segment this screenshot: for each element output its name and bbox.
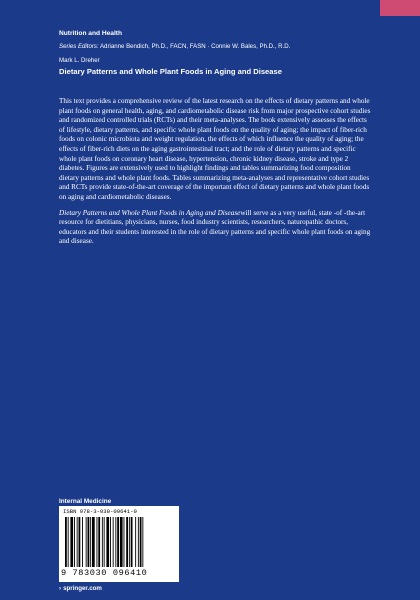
description-title-italic: Dietary Patterns and Whole Plant Foods in Aging and Disease [59,208,241,217]
barcode-icon [63,517,175,567]
isbn-number: ISBN 978-3-030-09641-0 [63,508,137,515]
book-title: Dietary Patterns and Whole Plant Foods in Aging and Disease [59,67,282,76]
series-editors-label: Series Editors: [59,43,99,50]
series-editors-names: Adrianne Bendich, Ph.D., FACN, FASN · Connie W. Bales, Ph.D., R.D. [99,43,291,50]
chevron-right-icon: › [59,585,62,592]
subject-category: Internal Medicine [59,498,112,505]
author-name: Mark L. Dreher [59,57,100,64]
barcode-panel [59,506,179,582]
description-paragraph-1: This text provides a comprehensive review of the latest research on the effects of dietary patterns and whole plant foods on general health, aging, and cardiometabolic disease risk from major prospective cohort studies and randomized controlled trials (RCTs) and their meta-analyses. The book extensively assesses the effects of lifestyle, dietary patterns, and specific whole plant foods on the quality of aging; the impact of fiber-rich foods on colonic microbiota and weight regulation, the effects of which influence the quality of aging; the effects of fiber-rich diets on the aging gastrointestinal tract; and the role of dietary patterns and specific whole plant foods on coronary heart disease, hypertension, chronic kidney disease, stroke and type 2 diabetes. Figures are extensively used to highlight findings and tables summarizing food composition dietary patterns and whole plant foods. Tables summarizing meta-analyses and representative cohort studies and RCTs provide state-of-the-art coverage of the important effect of dietary patterns and whole plant foods on aging and cardiometabolic diseases. [59,97,371,201]
color-tab [380,0,420,16]
description-paragraph-2 [59,209,371,247]
description-paragraph-2-text: will serve as a very useful, state -of -the-art resource for dietitians, physicians, nurses, food industry scientists, researchers, naturopathic doctors, educators and their students interested in the role of dietary patterns and specific whole plant foods on aging and disease. [59,208,371,246]
website-text: springer.com [63,585,102,592]
series-editors [59,43,290,50]
ean-digits: 9 783030 096410 [61,568,148,578]
book-description [59,97,371,253]
publisher-website [59,585,102,592]
series-title: Nutrition and Health [59,30,123,37]
